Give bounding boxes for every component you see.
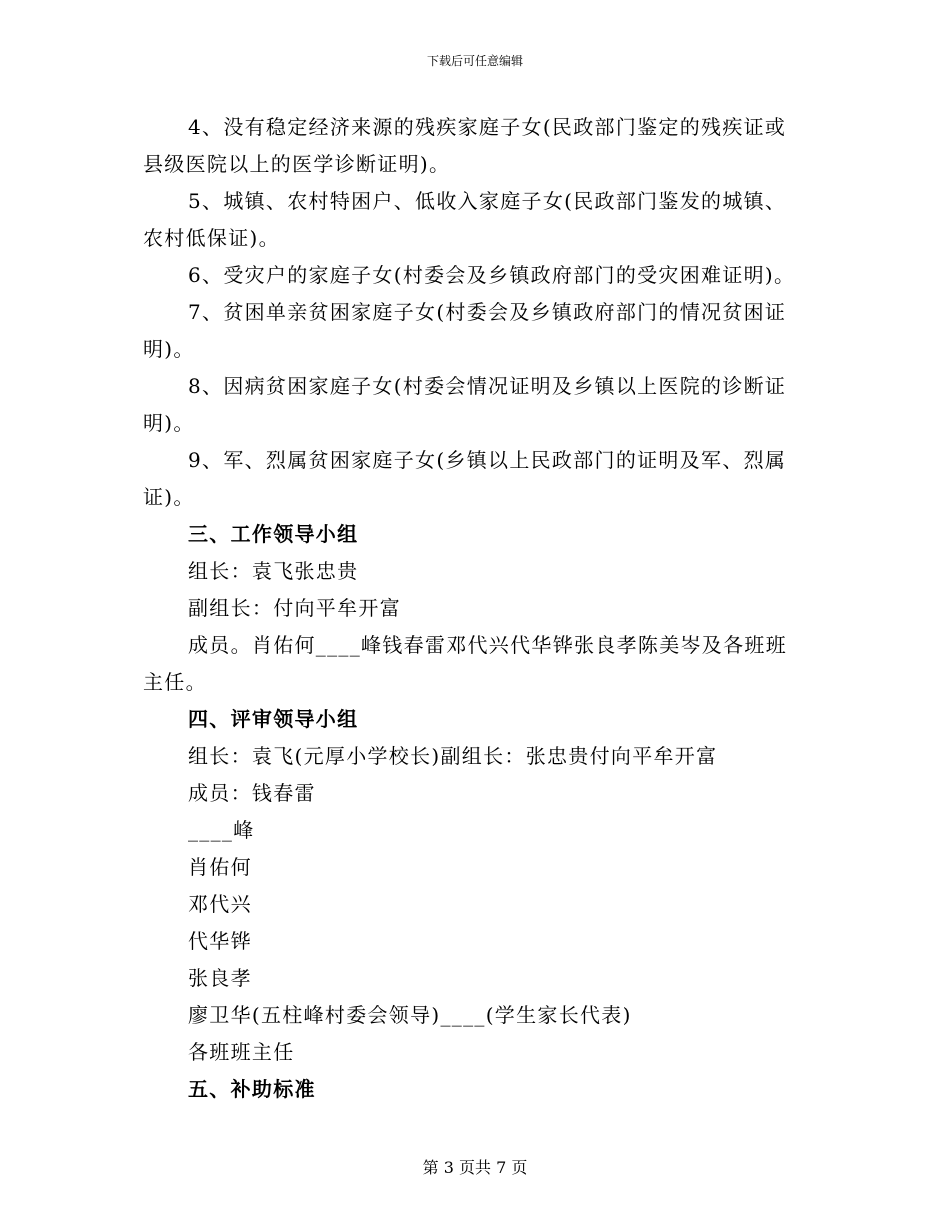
paragraph-line: 明)。 [143, 411, 195, 435]
document-body [143, 109, 803, 1108]
paragraph-line: 8、因病贫困家庭子女(村委会情况证明及乡镇以上医院的诊断证 [188, 374, 787, 398]
paragraph-line: 肖佑何 [188, 855, 252, 879]
paragraph-line: 各班班主任 [188, 1040, 295, 1064]
paragraph-line: 主任。 [143, 670, 207, 694]
paragraph-line: 明)。 [143, 337, 195, 361]
paragraph-line: 6、受灾户的家庭子女(村委会及乡镇政府部门的受灾困难证明)。 [188, 263, 796, 287]
paragraph-line: ____峰 [188, 818, 255, 842]
paragraph-line: 农村低保证)。 [143, 226, 280, 250]
paragraph-line: 廖卫华(五柱峰村委会领导)____(学生家长代表) [188, 1003, 632, 1027]
paragraph-line: 张良孝 [188, 966, 252, 990]
paragraph-line: 组长：袁飞张忠贵 [188, 559, 359, 583]
paragraph-line: 成员：钱春雷 [188, 781, 316, 805]
paragraph-line: 组长：袁飞(元厚小学校长)副组长：张忠贵付向平牟开富 [188, 744, 718, 768]
section-heading: 五、补助标准 [188, 1077, 316, 1101]
paragraph-line: 证)。 [143, 485, 195, 509]
page-header: 下载后可任意编辑 [426, 54, 523, 68]
paragraph-line: 7、贫困单亲贫困家庭子女(村委会及乡镇政府部门的情况贫困证 [188, 300, 787, 324]
paragraph-line: 成员。肖佑何____峰钱春雷邓代兴代华铧张良孝陈美岑及各班班 [188, 633, 787, 657]
paragraph-line: 4、没有稳定经济来源的残疾家庭子女(民政部门鉴定的残疾证或 [188, 115, 787, 139]
paragraph-line: 副组长：付向平牟开富 [188, 596, 401, 620]
section-heading: 三、工作领导小组 [188, 522, 359, 546]
paragraph-line: 9、军、烈属贫困家庭子女(乡镇以上民政部门的证明及军、烈属 [188, 448, 787, 472]
paragraph-line: 县级医院以上的医学诊断证明)。 [143, 152, 451, 176]
section-heading: 四、评审领导小组 [188, 707, 359, 731]
page-footer: 第 3 页共 7 页 [422, 1158, 528, 1177]
paragraph-line: 代华铧 [188, 929, 252, 953]
paragraph-line: 5、城镇、农村特困户、低收入家庭子女(民政部门鉴发的城镇、 [188, 189, 787, 213]
paragraph-line: 邓代兴 [188, 892, 252, 916]
